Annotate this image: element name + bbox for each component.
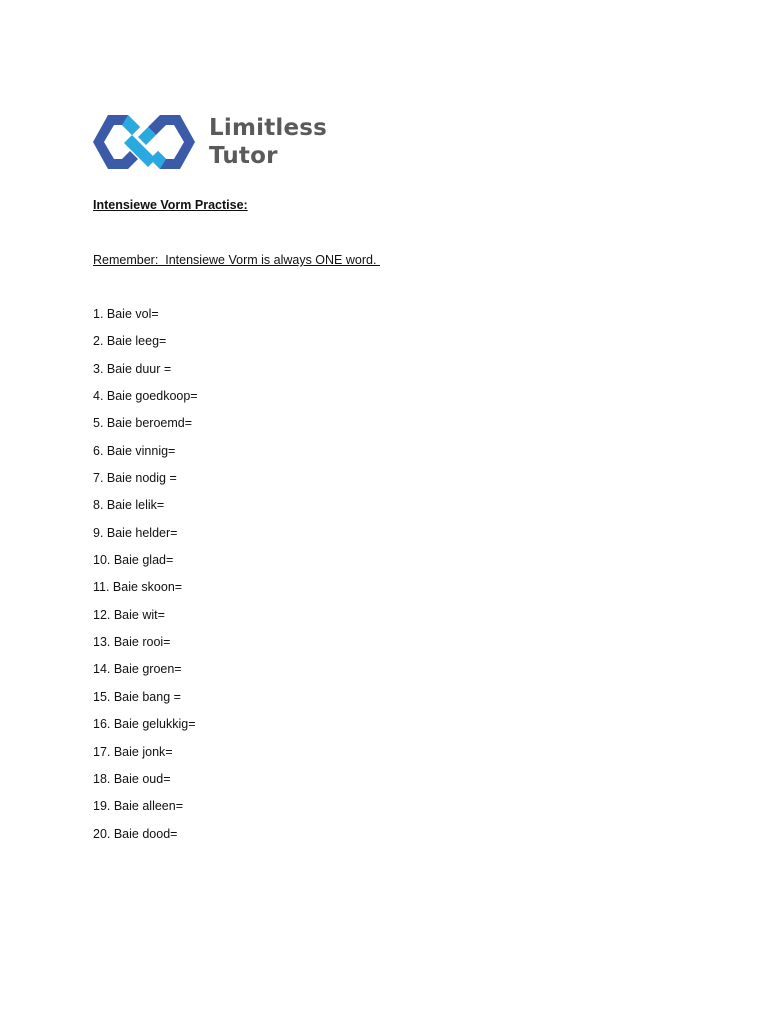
- list-item: 16. Baie gelukkig=: [93, 717, 196, 732]
- limitless-tutor-logo: [92, 112, 342, 174]
- list-item: 3. Baie duur =: [93, 361, 172, 376]
- list-item: 13. Baie rooi=: [93, 635, 171, 650]
- infinity-logo-icon: [92, 112, 196, 172]
- list-item: 7. Baie nodig =: [93, 471, 177, 486]
- logo-line-2: Tutor: [209, 143, 278, 169]
- list-item: 14. Baie groen=: [93, 662, 182, 677]
- list-item: 8. Baie lelik=: [93, 498, 165, 513]
- list-item: 12. Baie wit=: [93, 607, 165, 622]
- list-item: 9. Baie helder=: [93, 525, 178, 540]
- exercise-list: [93, 306, 198, 853]
- list-item: 6. Baie vinnig=: [93, 443, 176, 458]
- list-item: 19. Baie alleen=: [93, 799, 184, 814]
- worksheet-heading: Intensiewe Vorm Practise:: [93, 198, 248, 212]
- list-item: 18. Baie oud=: [93, 771, 171, 786]
- logo-wordmark: [209, 114, 327, 170]
- list-item: 15. Baie bang =: [93, 689, 181, 704]
- list-item: 11. Baie skoon=: [93, 580, 183, 595]
- list-item: 5. Baie beroemd=: [93, 416, 193, 431]
- list-item: 17. Baie jonk=: [93, 744, 173, 759]
- list-item: 2. Baie leeg=: [93, 334, 167, 349]
- remember-note: Remember: Intensiewe Vorm is always ONE word.: [93, 253, 380, 267]
- list-item: 10. Baie glad=: [93, 553, 174, 568]
- list-item: 4. Baie goedkoop=: [93, 389, 198, 404]
- list-item: 20. Baie dood=: [93, 826, 178, 841]
- list-item: 1. Baie vol=: [93, 307, 159, 321]
- logo-line-1: Limitless: [209, 115, 328, 141]
